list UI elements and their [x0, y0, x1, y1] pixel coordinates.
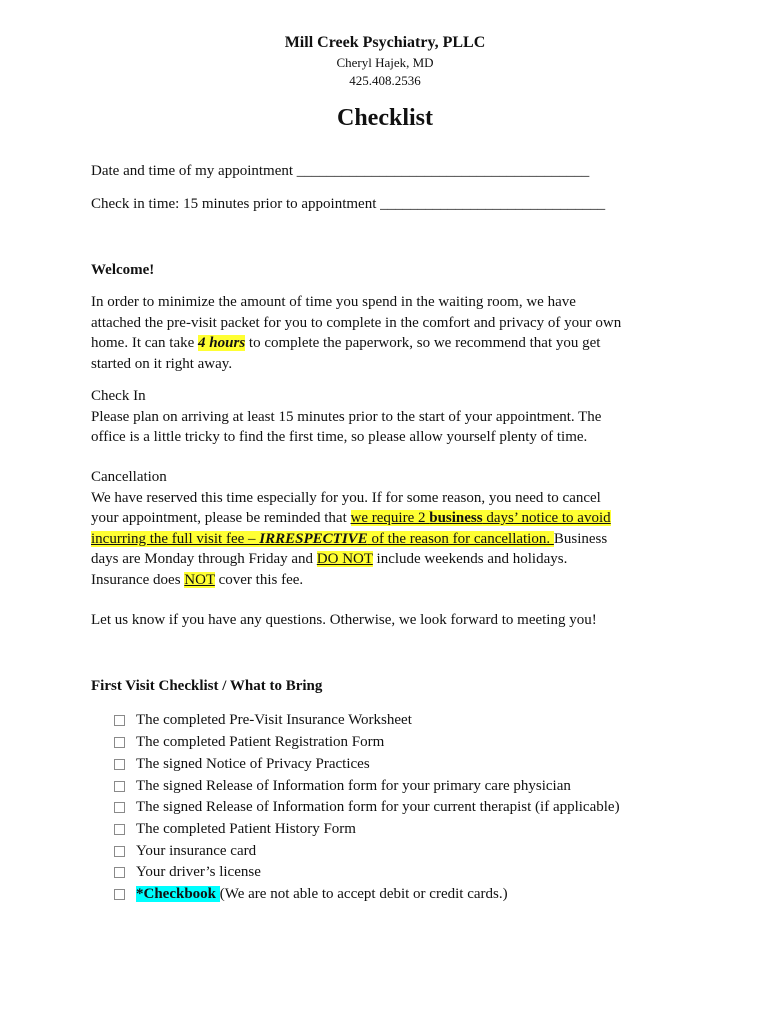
checkbox-icon[interactable] [114, 715, 125, 726]
fee-highlight: incurring the full visit fee – IRRESPECTIVE of the reason for cancellation. [91, 530, 554, 547]
appointment-field [91, 161, 589, 182]
checkin-time-blank[interactable]: ______________________________ [380, 196, 606, 212]
checklist-item-label: The signed Release of Information form for your current therapist (if applicable) [136, 799, 620, 815]
welcome-line: started on it right away. [91, 355, 233, 372]
checkbox-icon[interactable] [114, 802, 125, 813]
checklist-item-label: The completed Pre-Visit Insurance Worksheet [136, 712, 412, 728]
checkbox-icon[interactable] [114, 737, 125, 748]
checklist-item-label: Your driver’s license [136, 864, 261, 880]
cancellation-line: days are Monday through Friday and DO NOT include weekends and holidays. [91, 551, 568, 567]
checklist-item-label: The completed Patient Registration Form [136, 734, 385, 750]
cancellation-line: your appointment, please be reminded that we require 2 business days’ notice to avoid [91, 510, 611, 526]
checkin-time-field [91, 194, 605, 215]
checkbox-icon[interactable] [114, 781, 125, 792]
checkin-heading: Check In [91, 388, 146, 404]
do-not-highlight: DO NOT [316, 551, 373, 567]
closing-line: Let us know if you have any questions. Otherwise, we look forward to meeting you! [91, 612, 597, 628]
appointment-blank[interactable]: _______________________________________ [296, 163, 590, 179]
checkin-time-label: Check in time: 15 minutes prior to appointment [91, 196, 377, 212]
welcome-line: home. It can take 4 hours to complete the paperwork, so we recommend that you get [91, 335, 601, 351]
checkin-section [91, 386, 691, 448]
first-visit-heading: First Visit Checklist / What to Bring [91, 678, 323, 694]
welcome-line: In order to minimize the amount of time you spend in the waiting room, we have [91, 294, 576, 310]
practice-name: Mill Creek Psychiatry, PLLC [284, 34, 486, 51]
welcome-heading: Welcome! [91, 262, 155, 278]
welcome-line: attached the pre-visit packet for you to complete in the comfort and privacy of your own [91, 314, 622, 331]
doctor-name: Cheryl Hajek, MD [336, 55, 434, 70]
checkbox-icon[interactable] [114, 824, 125, 835]
cancellation-line: incurring the full visit fee – IRRESPECTIVE of the reason for cancellation. Business [91, 530, 608, 547]
cancellation-line: We have reserved this time especially for you. If for some reason, you need to cancel [91, 489, 601, 506]
not-highlight: NOT [184, 571, 215, 588]
cancellation-section [91, 467, 691, 590]
checklist-item-label: *Checkbook (We are not able to accept debit or credit cards.) [136, 886, 508, 902]
checkbox-icon[interactable] [114, 867, 125, 878]
checkbook-highlight: *Checkbook [136, 886, 220, 902]
notice-highlight: we require 2 business days’ notice to avoid [350, 510, 611, 526]
page-title: Checklist [337, 105, 433, 131]
checkbox-icon[interactable] [114, 846, 125, 857]
checklist-item-label: Your insurance card [136, 843, 257, 859]
cancellation-heading: Cancellation [91, 469, 167, 485]
phone-number: 425.408.2536 [349, 73, 421, 88]
four-hours-highlight: 4 hours [198, 335, 246, 351]
checkin-line: Please plan on arriving at least 15 minutes prior to the start of your appointment. The [91, 408, 602, 425]
checkbox-icon[interactable] [114, 759, 125, 770]
checklist-item-label: The signed Notice of Privacy Practices [136, 756, 370, 772]
checkbox-icon[interactable] [114, 889, 125, 900]
appointment-label: Date and time of my appointment [91, 163, 294, 179]
welcome-paragraph [91, 292, 691, 374]
checklist-item-label: The completed Patient History Form [136, 821, 356, 837]
checklist-item-label: The signed Release of Information form for your primary care physician [136, 778, 571, 794]
checkin-line: office is a little tricky to find the first time, so please allow yourself plenty of time. [91, 429, 588, 445]
cancellation-line: Insurance does NOT cover this fee. [91, 571, 304, 588]
